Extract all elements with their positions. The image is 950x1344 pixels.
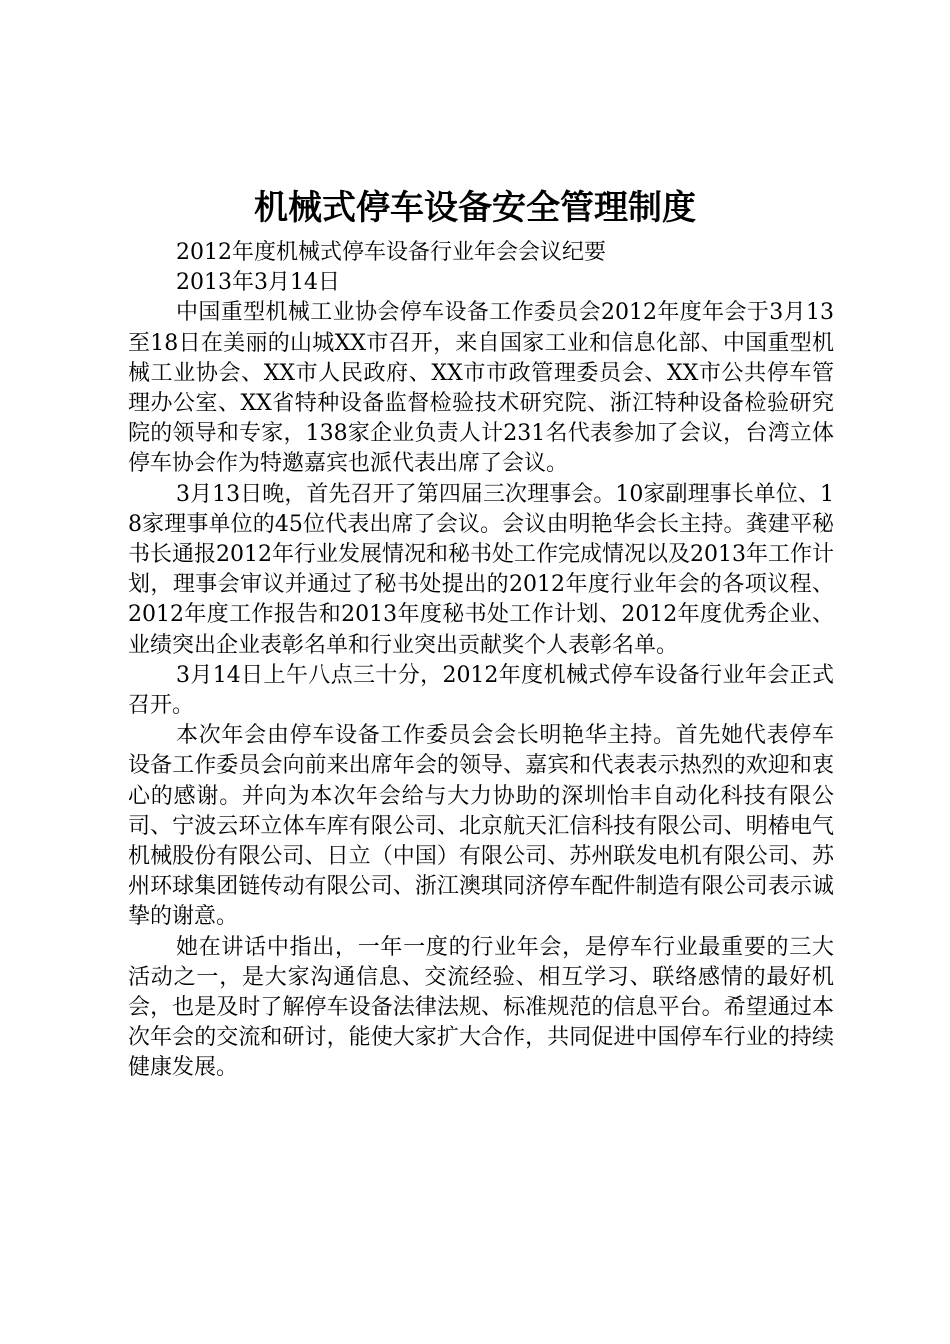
document-title: 机械式停车设备安全管理制度 bbox=[254, 188, 696, 228]
paragraph: 本次年会由停车设备工作委员会会长明艳华主持。首先她代表停车设备工作委员会向前来出席年会的领导、嘉宾和代表表示热烈的欢迎和衷心的感谢。并向为本次年会给与大力协助的深圳怡丰自动化科技有限公司、宁波云环立体车库有限公司、北京航天汇信科技有限公司、明椿电气机械股份有限公司、日立（中国）有限公司、苏州联发电机有限公司、苏州环球集团链传动有限公司、浙江澳琪同济停车配件制造有限公司表示诚挚的谢意。 bbox=[128, 723, 834, 930]
paragraph-date: 2013年3月14日 bbox=[176, 270, 340, 296]
paragraph: 她在讲话中指出，一年一度的行业年会，是停车行业最重要的三大活动之一，是大家沟通信息、交流经验、相互学习、联络感情的最好机会，也是及时了解停车设备法律法规、标准规范的信息平台。希望通过本次年会的交流和研讨，能使大家扩大合作，共同促进中国停车行业的持续健康发展。 bbox=[128, 934, 834, 1081]
paragraph: 3月14日上午八点三十分，2012年度机械式停车设备行业年会正式召开。 bbox=[128, 662, 834, 719]
paragraph-meeting-name: 2012年度机械式停车设备行业年会会议纪要 bbox=[176, 240, 606, 265]
paragraph: 中国重型机械工业协会停车设备工作委员会2012年度年会于3月13至18日在美丽的山城XX市召开，来自国家工业和信息化部、中国重型机械工业协会、XX市人民政府、XX市市政管理委员会、XX市公共停车管理办公室、XX省特种设备监督检验技术研究院、浙江特种设备检验研究院的领导和专家，138家企业负责人计231名代表参加了会议，台湾立体停车协会作为特邀嘉宾也派代表出席了会议。 bbox=[128, 300, 834, 477]
paragraph: 3月13日晚，首先召开了第四届三次理事会。10家副理事长单位、18家理事单位的45位代表出席了会议。会议由明艳华会长主持。龚建平秘书长通报2012年行业发展情况和秘书处工作完成情况以及2013年工作计划，理事会审议并通过了秘书处提出的2012年度行业年会的各项议程、2012年度工作报告和2013年度秘书处工作计划、2012年度优秀企业、业绩突出企业表彰名单和行业突出贡献奖个人表彰名单。 bbox=[128, 481, 835, 658]
document-body bbox=[128, 238, 834, 1084]
